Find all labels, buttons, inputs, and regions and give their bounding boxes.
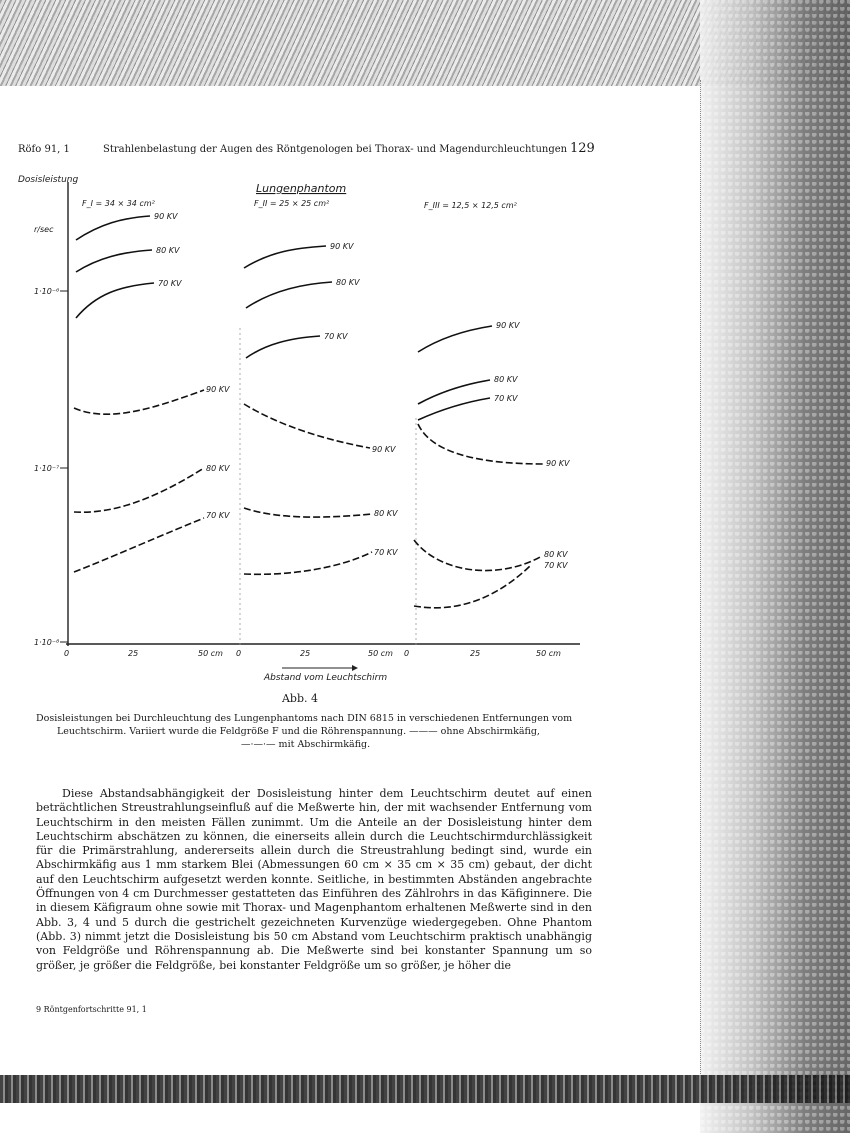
curve-p1-80kv-solid bbox=[76, 250, 152, 272]
curve-p2-90kv-solid bbox=[244, 246, 326, 268]
curve-label: 70 KV bbox=[374, 548, 398, 557]
curve-p1-90kv-solid bbox=[76, 216, 150, 240]
scan-noise-right bbox=[700, 0, 850, 1133]
caption-line-1: Dosisleistungen bei Durchleuchtung des Lungenphantoms nach DIN 6815 in verschiedenen Entfernungen vom bbox=[36, 713, 573, 724]
field-label-3: F_III = 12,5 × 12,5 cm² bbox=[424, 201, 517, 210]
x-axis-label: Abstand vom Leuchtschirm bbox=[264, 673, 388, 683]
scan-noise-bottom bbox=[0, 1075, 850, 1103]
x-tick-label: 0 bbox=[236, 649, 242, 658]
field-label-1: F_I = 34 × 34 cm² bbox=[82, 199, 155, 208]
curve-label: 80 KV bbox=[336, 278, 360, 287]
curve-p3-70kv-solid bbox=[418, 398, 490, 420]
curve-p1-80kv-dashed bbox=[74, 468, 204, 512]
curve-label: 80 KV bbox=[494, 375, 518, 384]
curve-label: 90 KV bbox=[546, 459, 570, 468]
curve-p2-70kv-solid bbox=[246, 336, 320, 358]
curve-p3-70kv-dashed bbox=[414, 566, 530, 608]
x-tick-label: 0 bbox=[404, 649, 410, 658]
curve-p2-90kv-dashed bbox=[244, 404, 370, 448]
curve-label: 80 KV bbox=[156, 246, 180, 255]
curve-label: 90 KV bbox=[330, 242, 354, 251]
y-tick-label: 1·10⁻⁶ bbox=[34, 287, 60, 296]
curve-label: 90 KV bbox=[154, 212, 178, 221]
curve-label: 90 KV bbox=[206, 385, 230, 394]
curve-p3-80kv-dashed bbox=[414, 540, 542, 571]
y-tick-label: 1·10⁻⁸ bbox=[34, 638, 60, 647]
curve-p1-70kv-solid bbox=[76, 283, 154, 318]
caption-line-2: Leuchtschirm. Variiert wurde die Feldgröße F und die Röhrenspannung. ——— ohne Abschirmkäfig, bbox=[57, 726, 540, 737]
x-tick-label: 25 bbox=[128, 649, 139, 658]
curve-label: 70 KV bbox=[206, 511, 230, 520]
curve-p3-90kv-dashed bbox=[418, 424, 544, 464]
curve-p1-90kv-dashed bbox=[74, 390, 204, 414]
caption-line-3: —·—·— mit Abschirmkäfig. bbox=[241, 739, 371, 750]
field-label-2: F_II = 25 × 25 cm² bbox=[254, 199, 330, 208]
running-title: Strahlenbelastung der Augen des Röntgenologen bei Thorax- und Magendurchleuchtungen bbox=[103, 144, 568, 155]
x-tick-label: 50 cm bbox=[536, 649, 561, 658]
phantom-title: Lungenphantom bbox=[256, 182, 347, 195]
x-tick-label: 25 bbox=[300, 649, 311, 658]
curve-label: 70 KV bbox=[324, 332, 348, 341]
curve-label: 80 KV bbox=[544, 550, 568, 559]
figure-caption bbox=[36, 712, 596, 751]
body-paragraph: Diese Abstandsabhängigkeit der Dosisleistung hinter dem Leuchtschirm deutet auf einen beträchtlichen Streustrahlungseinfluß auf die Meßwerte hin, der mit wachsender Entfernung vom Leuchtschirm in den meisten Fällen zunimmt. Um die Anteile an der Dosisleistung hinter dem Leuchtschirm abschätzen zu können, die einerseits allein durch die Leuchtschirmdurchlässigkeit für die Primärstrahlung, andererseits allein durch die Streustrahlung bedingt sind, wurde ein Abschirmkäfig aus 1 mm starkem Blei (Abmessungen 60 cm × 35 cm × 35 cm) gebaut, der dicht auf den Leuchtschirm aufgesetzt werden konnte. Seitliche, in bestimmten Abständen angebrachte Öffnungen von 4 cm Durchmesser gestatteten das Einführen des Zählrohrs in das Käfiginnere. Die in diesem Käfigraum ohne sowie mit Thorax- und Magenphantom erhaltenen Meßwerte sind in den Abb. 3, 4 und 5 durch die gestrichelt gezeichneten Kurvenzüge wiedergegeben. Ohne Phantom (Abb. 3) nimmt jetzt die Dosisleistung bis 50 cm Abstand vom Leuchtschirm praktisch unabhängig von Feldgröße und Röhrenspannung ab. Die Meßwerte sind bei konstanter Spannung um so größer, je größer die Feldgröße, bei konstanter Feldgröße um so größer, je höher die bbox=[36, 787, 592, 972]
journal-ref: Röfo 91, 1 bbox=[18, 144, 70, 155]
curve-p1-70kv-dashed bbox=[74, 518, 204, 572]
curve-p3-90kv-solid bbox=[418, 326, 492, 352]
x-axis-arrowhead bbox=[352, 665, 358, 671]
figure-label: Abb. 4 bbox=[281, 692, 319, 705]
y-tick-label: 1·10⁻⁷ bbox=[34, 464, 60, 473]
page-number: 129 bbox=[570, 141, 595, 156]
curve-label: 90 KV bbox=[372, 445, 396, 454]
curve-label: 70 KV bbox=[158, 279, 182, 288]
x-tick-label: 50 cm bbox=[198, 649, 223, 658]
curve-label: 70 KV bbox=[494, 394, 518, 403]
x-tick-label: 0 bbox=[64, 649, 70, 658]
curve-label: 90 KV bbox=[496, 321, 520, 330]
page-edge bbox=[700, 80, 702, 1080]
curve-p2-70kv-dashed bbox=[244, 552, 372, 574]
curve-p2-80kv-dashed bbox=[244, 508, 372, 517]
unit-label: r/sec bbox=[34, 225, 54, 234]
curve-label: 80 KV bbox=[206, 464, 230, 473]
x-tick-label: 25 bbox=[470, 649, 481, 658]
page-footnote: 9 Röntgenfortschritte 91, 1 bbox=[36, 1005, 147, 1014]
curve-p2-80kv-solid bbox=[246, 282, 332, 308]
dose-rate-figure bbox=[0, 168, 600, 688]
x-tick-label: 50 cm bbox=[368, 649, 393, 658]
running-header bbox=[18, 141, 598, 160]
curve-label: 80 KV bbox=[374, 509, 398, 518]
curve-label: 70 KV bbox=[544, 561, 568, 570]
y-axis-label: Dosisleistung bbox=[18, 175, 79, 185]
